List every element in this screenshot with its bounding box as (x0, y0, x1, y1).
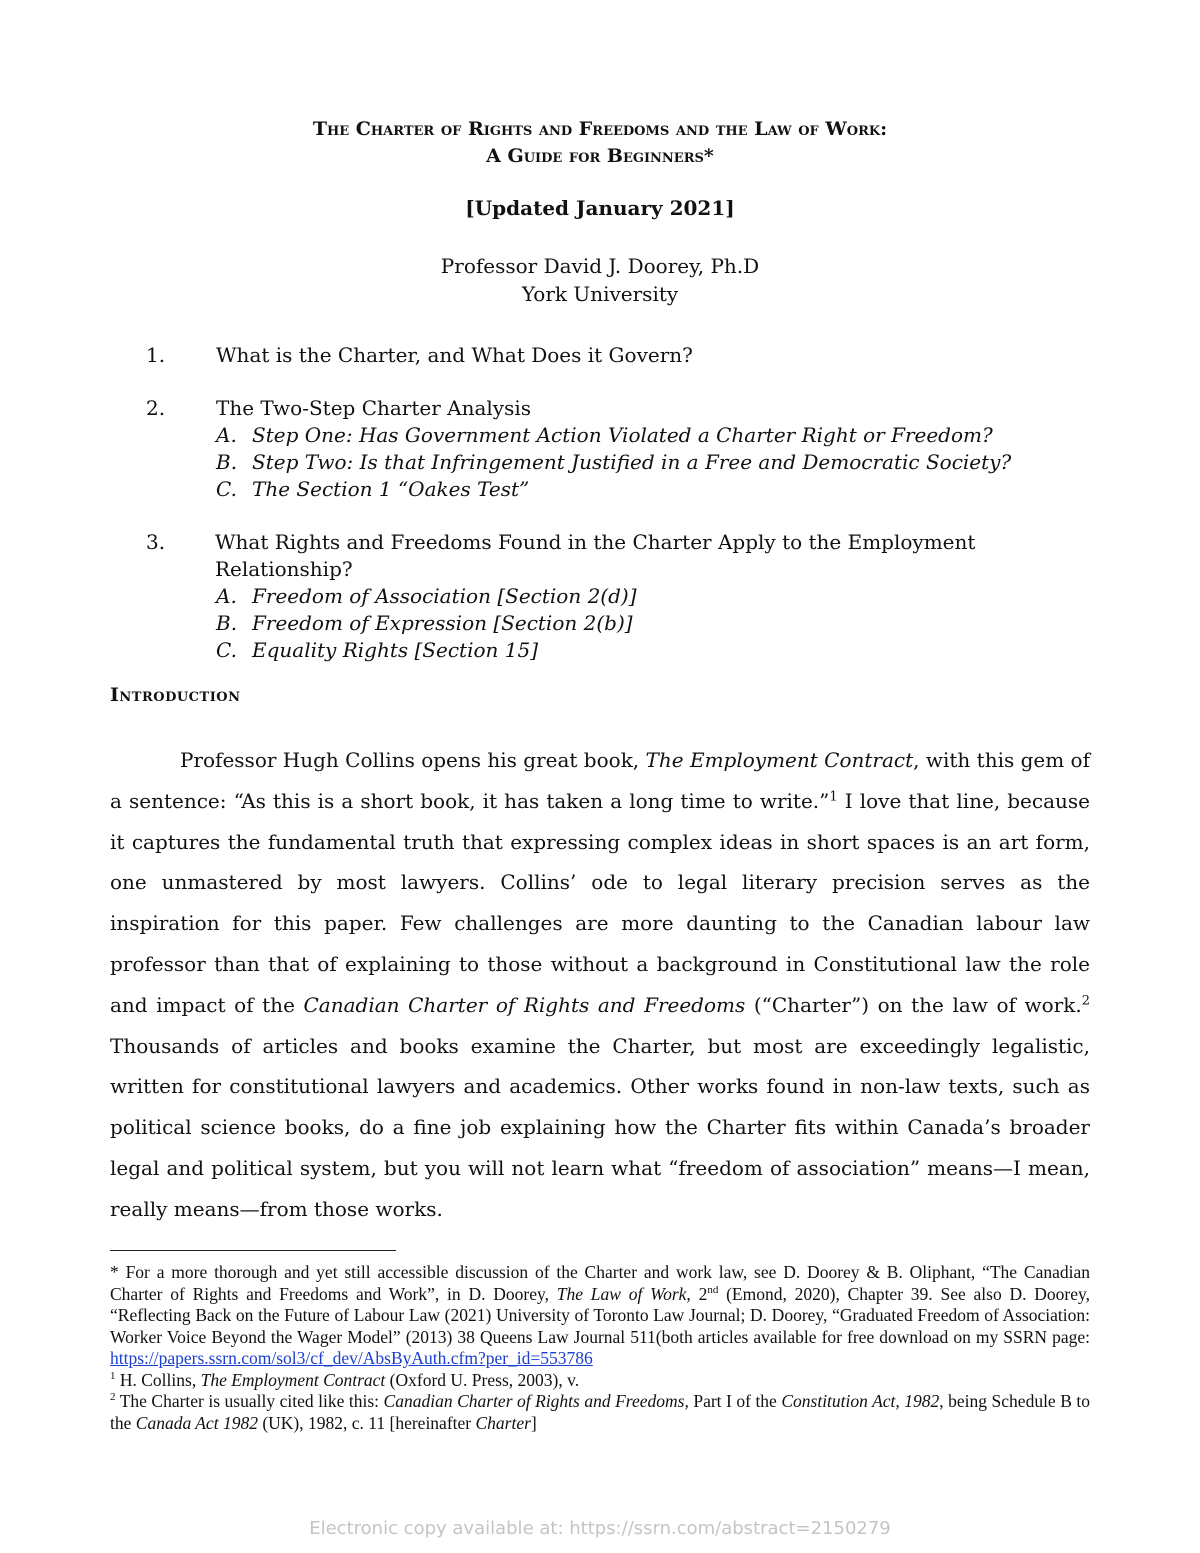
charter-title: Canadian Charter of Rights and Freedoms (303, 992, 746, 1017)
footnote-divider (110, 1250, 396, 1251)
toc-subitem: C. The Section 1 “Oakes Test” (216, 477, 530, 501)
toc-label: What is the Charter, and What Does it Govern? (216, 343, 693, 367)
toc-subitem: B. Freedom of Expression [Section 2(b)] (216, 611, 633, 635)
toc-subitem: C. Equality Rights [Section 15] (216, 638, 538, 662)
footnote-2: $^2$ The Charter is usually cited like this: Canadian Charter of Rights and Freedoms, Part I of the Constitution Act, 1982, being Schedule B to the Canada Act 1982 (UK), 1982, c. 11 [hereinafter Charter] (110, 1391, 1090, 1433)
toc-number: 2. (146, 396, 166, 420)
footnote-1: $^1$ H. Collins, The Employment Contract (Oxford U. Press, 2003), v. (110, 1369, 580, 1390)
title-line-1: The Charter of Rights and Freedoms and the Law of Work: (312, 118, 888, 140)
updated-date: [Updated January 2021] (465, 196, 735, 220)
footnote-ref-1[interactable]: 1 (829, 789, 838, 805)
table-of-contents (146, 342, 1106, 690)
footnotes (110, 1262, 1090, 1434)
toc-section-2 (146, 395, 1106, 503)
toc-label: What Rights and Freedoms Found in the Charter Apply to the Employment Relationship? (214, 530, 976, 581)
paper-title (0, 116, 1200, 170)
author-affiliation: York University (521, 282, 679, 306)
book-title: The Employment Contract (645, 748, 914, 772)
footnote-ref-2[interactable]: 2 (1081, 993, 1090, 1009)
toc-number: 1. (146, 343, 166, 367)
body-paragraph: Professor Hugh Collins opens his great book, The Employment Contract, with this gem of a sentence: “As this is a short book, it has taken a long time to write.”$^1$ I love that line, because it captures the fundamental truth that expressing complex ideas in short spaces is an art form, one unmastered by most lawyers. Collins’ ode to legal literary precision serves as the inspiration for this paper. Few challenges are more daunting to the Canadian labour law professor than that of explaining to those without a background in Constitutional law the role and impact of the Canadian Charter of Rights and Freedoms (“Charter”) on the law of work.$^2$ Thousands of articles and books examine the Charter, but most are exceedingly legalistic, written for constitutional lawyers and academics. Other works found in non-law texts, such as political science books, do a fine job explaining how the Charter fits within Canada’s broader legal and political system, but you will not learn what “freedom of association” means—I mean, really means—from those works. (110, 748, 1091, 1221)
toc-subitem: A. Freedom of Association [Section 2(d)] (216, 584, 637, 608)
author-name: Professor David J. Doorey, Ph.D (440, 254, 760, 278)
toc-section-3 (146, 529, 1106, 664)
footnote-star: * For a more thorough and yet still accessible discussion of the Charter and work law, see D. Doorey & B. Oliphant, “The Canadian Charter of Rights and Freedoms and Work”, in D. Doorey, The Law of Work, 2nd (Emond, 2020), Chapter 39. See also D. Doorey, “Reflecting Back on the Future of Labour Law (2021) University of Toronto Law Journal; D. Doorey, “Graduated Freedom of Association: Worker Voice Beyond the Wager Model” (2013) 38 Queens Law Journal 511(both articles available for free download on my SSRN page: https://papers.ssrn.com/sol3/cf_dev/AbsByAuth.cfm?per_id=553786 (110, 1262, 1090, 1368)
ssrn-link[interactable]: https://papers.ssrn.com/sol3/cf_dev/AbsByAuth.cfm?per_id=553786 (110, 1348, 593, 1368)
toc-label: The Two-Step Charter Analysis (216, 396, 532, 420)
toc-section-1 (146, 342, 1106, 369)
toc-subitem: B. Step Two: Is that Infringement Justified in a Free and Democratic Society? (216, 450, 1012, 474)
section-heading: Introduction (110, 684, 241, 706)
title-line-2: A Guide for Beginners* (486, 145, 714, 167)
author-block (0, 252, 1200, 308)
toc-number: 3. (146, 530, 166, 554)
ssrn-watermark: Electronic copy available at: https://ssrn.com/abstract=2150279 (309, 1518, 891, 1539)
toc-subitem: A. Step One: Has Government Action Violated a Charter Right or Freedom? (216, 423, 993, 447)
